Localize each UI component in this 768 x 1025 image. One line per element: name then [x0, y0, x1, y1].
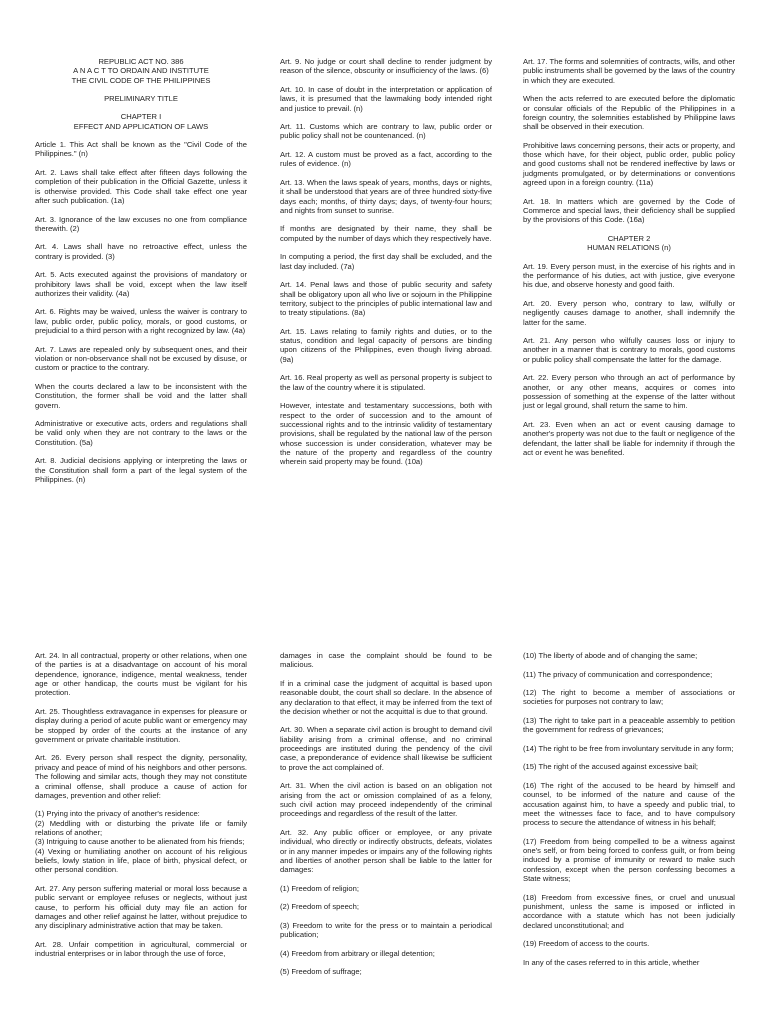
act-subtitle: A N A C T TO ORDAIN AND INSTITUTE — [73, 66, 209, 76]
list-item: (4) Freedom from arbitrary or illegal detention; — [280, 948, 435, 958]
article-paragraph: Article 1. This Act shall be known as the "Civil Code of the Philippines." (n) — [35, 140, 247, 159]
list-item: (18) Freedom from excessive fines, or cruel and unusual punishment, unless the same is imposed or inflicted in accordance with a statute which has not been judicially declared unconstitutional; and — [523, 892, 735, 930]
list-item: (16) The right of the accused to be heard by himself and counsel, to be informed of the nature and cause of the accusation against him, to have a speedy and public trial, to meet the witnesses face to face, and to have compulsory process to secure the attendance of witness in his behalf; — [523, 780, 735, 828]
list-item: (15) The right of the accused against excessive bail; — [523, 762, 699, 772]
document-page-1 — [0, 0, 768, 512]
list-item: (14) The right to be free from involuntary servitude in any form; — [523, 743, 734, 753]
article-paragraph: In computing a period, the first day shall be excluded, and the last day included. (7a) — [280, 252, 492, 271]
act-header — [35, 57, 247, 85]
list-item: (13) The right to take part in a peaceable assembly to petition the government for redress of grievances; — [523, 715, 735, 735]
list-item: (3) Freedom to write for the press or to maintain a periodical publication; — [280, 920, 492, 940]
article-paragraph: Art. 5. Acts executed against the provisions of mandatory or prohibitory laws shall be void, except when the law itself authorizes their validity. (4a) — [35, 270, 247, 298]
list-item: (19) Freedom of access to the courts. — [523, 939, 650, 949]
article-paragraph: Art. 15. Laws relating to family rights and duties, or to the status, condition and legal capacity of persons are binding upon citizens of the Philippines, even though living abroad. (9a) — [280, 326, 492, 364]
list-item: (4) Vexing or humiliating another on account of his religious beliefs, lowly station in life, place of birth, physical defect, or other personal condition. — [35, 846, 247, 875]
article-paragraph: Art. 23. Even when an act or event causing damage to another's property was not due to the fault or negligence of the defendant, the latter shall be liable for indemnity if through the act or event he was benefited. — [523, 419, 735, 457]
list-item: (2) Freedom of speech; — [280, 902, 359, 912]
article-paragraph: Art. 2. Laws shall take effect after fifteen days following the completion of their publication in the Official Gazette, unless it is otherwise provided. This Code shall take effect one year after such publication. (1a) — [35, 167, 247, 205]
list-item: (10) The liberty of abode and of changing the same; — [523, 651, 698, 660]
article-paragraph: If months are designated by their name, they shall be computed by the number of days which they respectively have. — [280, 224, 492, 243]
article-paragraph: Art. 3. Ignorance of the law excuses no one from compliance therewith. (2) — [35, 214, 247, 233]
article-paragraph: Art. 9. No judge or court shall decline to render judgment by reason of the silence, obscurity or insufficiency of the laws. (6) — [280, 57, 492, 76]
chapter-number: CHAPTER I — [120, 112, 162, 122]
article-list — [35, 809, 247, 874]
article-paragraph: Art. 7. Laws are repealed only by subsequent ones, and their violation or non-observance shall not be excused by disuse, or custom or practice to the contrary. — [35, 344, 247, 373]
article-paragraph: Art. 31. When the civil action is based on an obligation not arising from the act or omission complained of as a felony, such civil action may proceed independently of the criminal proceedings and regardless of the result of the latter. — [280, 781, 492, 819]
article-paragraph: Art. 6. Rights may be waived, unless the waiver is contrary to law, public order, public policy, morals, or good customs, or prejudicial to a third person with a right recognized by law. (4a) — [35, 307, 247, 336]
article-paragraph: Art. 17. The forms and solemnities of contracts, wills, and other public instruments shall be governed by the laws of the country in which they are executed. — [523, 57, 735, 85]
article-paragraph: When the courts declared a law to be inconsistent with the Constitution, the former shall be void and the latter shall govern. — [35, 381, 247, 410]
article-paragraph: Administrative or executive acts, orders and regulations shall be valid only when they are not contrary to the laws or the Constitution. (5a) — [35, 419, 247, 447]
act-name: THE CIVIL CODE OF THE PHILIPPINES — [71, 75, 211, 85]
article-paragraph: Art. 18. In matters which are governed by the Code of Commerce and special laws, their deficiency shall be supplied by the provisions of this Code. (16a) — [523, 196, 735, 225]
article-paragraph: Art. 19. Every person must, in the exercise of his rights and in the performance of his duties, act with justice, give everyone his due, and observe honesty and good faith. — [523, 261, 735, 290]
article-paragraph: Art. 4. Laws shall have no retroactive effect, unless the contrary is provided. (3) — [35, 242, 247, 261]
article-paragraph: Art. 30. When a separate civil action is brought to demand civil liability arising from a criminal offense, and no criminal proceedings are instituted during the pendency of the civil case, a preponderance of evidence shall likewise be sufficient to prove the act complained of. — [280, 725, 492, 772]
article-paragraph: Art. 20. Every person who, contrary to law, wilfully or negligently causes damage to another, shall indemnify the latter for the same. — [523, 298, 735, 327]
article-paragraph: Art. 21. Any person who wilfully causes loss or injury to another in a manner that is contrary to morals, good customs or public policy shall compensate the latter for the damage. — [523, 336, 735, 364]
preliminary-title: PRELIMINARY TITLE — [104, 94, 178, 104]
page2-column-3 — [523, 651, 735, 976]
list-item: (5) Freedom of suffrage; — [280, 967, 362, 977]
article-paragraph: Art. 32. Any public officer or employee, or any private individual, who directly or indirectly obstructs, defeats, violates or in any manner impedes or impairs any of the following rights and liberties of another person shall be liable to the latter for damages: — [280, 827, 492, 875]
list-item: (3) Intriguing to cause another to be alienated from his friends; — [35, 837, 245, 847]
chapter-heading — [523, 234, 735, 253]
chapter-title: HUMAN RELATIONS (n) — [587, 243, 671, 253]
article-paragraph: When the acts referred to are executed before the diplomatic or consular officials of the Republic of the Philippines in a foreign country, the solemnities established by Philippine laws shall be observed in their execution. — [523, 94, 735, 132]
list-item: (12) The right to become a member of associations or societies for purposes not contrary to law; — [523, 688, 735, 707]
article-paragraph: Art. 16. Real property as well as personal property is subject to the law of the country where it is stipulated. — [280, 373, 492, 392]
article-paragraph: Art. 26. Every person shall respect the dignity, personality, privacy and peace of mind of his neighbors and other persons. The following and similar acts, though they may not constitute a criminal offense, shall produce a cause of action for damages, prevention and other relief: — [35, 753, 247, 800]
list-item: (11) The privacy of communication and correspondence; — [523, 669, 713, 679]
article-paragraph: Art. 28. Unfair competition in agricultural, commercial or industrial enterprises or in labor through the use of force, — [35, 939, 247, 959]
page1-column-2 — [280, 57, 492, 476]
page2-column-2 — [280, 651, 492, 986]
list-item: (17) Freedom from being compelled to be a witness against one's self, or from being forced to confess guilt, or from being induced by a promise of immunity or reward to make such confession, except when the person confessing becomes a State witness; — [523, 836, 735, 884]
page1-column-1 — [35, 57, 247, 494]
article-paragraph: Art. 8. Judicial decisions applying or interpreting the laws or the Constitution shall form a part of the legal system of the Philippines. (n) — [35, 456, 247, 485]
article-paragraph: Art. 10. In case of doubt in the interpretation or application of laws, it is presumed that the lawmaking body intended right and justice to prevail. (n) — [280, 84, 492, 113]
article-paragraph: Art. 13. When the laws speak of years, months, days or nights, it shall be understood that years are of three hundred sixty-five days each; months, of thirty days; days, of twenty-four hours; and nights from sunset to sunrise. — [280, 177, 492, 215]
article-paragraph: If in a criminal case the judgment of acquittal is based upon reasonable doubt, the court shall so declare. In the absence of any declaration to that effect, it may be inferred from the text of the decision whether or not the acquittal is due to that ground. — [280, 678, 492, 716]
page2-column-1 — [35, 651, 247, 968]
chapter-heading — [35, 112, 247, 131]
article-paragraph: Prohibitive laws concerning persons, their acts or property, and those which have, for their object, public order, public policy and good customs shall not be rendered ineffective by laws or judgments promulgated, or by determinations or conventions agreed upon in a foreign country. (11a) — [523, 140, 735, 188]
chapter-title: EFFECT AND APPLICATION OF LAWS — [73, 121, 209, 131]
chapter-number: CHAPTER 2 — [607, 233, 651, 243]
article-paragraph: Art. 27. Any person suffering material or moral loss because a public servant or employee refuses or neglects, without just cause, to perform his official duty may file an action for damages and other relief against he latter, without prejudice to any disciplinary administrative action that may be taken. — [35, 883, 247, 931]
article-paragraph: Art. 22. Every person who through an act of performance by another, or any other means, acquires or comes into possession of something at the expense of the latter without just or legal ground, shall return the same to him. — [523, 373, 735, 411]
list-item: (2) Meddling with or disturbing the private life or family relations of another; — [35, 818, 247, 838]
article-paragraph: Art. 11. Customs which are contrary to law, public order or public policy shall not be countenanced. (n) — [280, 122, 492, 141]
document-page-2 — [0, 512, 768, 1025]
list-item: (1) Freedom of religion; — [280, 883, 359, 893]
article-paragraph: Art. 25. Thoughtless extravagance in expenses for pleasure or display during a period of acute public want or emergency may be stopped by order of the courts at the instance of any government or private charitable institution. — [35, 706, 247, 744]
article-paragraph: However, intestate and testamentary successions, both with respect to the order of succession and to the amount of successional rights and to the intrinsic validity of testamentary provisions, shall be regulated by the national law of the person whose succession is under consideration, whatever may be the nature of the property and regardless of the country wherein said property may be found. (10a) — [280, 401, 492, 467]
page1-column-3 — [523, 57, 735, 466]
list-item: (1) Prying into the privacy of another's residence: — [35, 809, 200, 819]
article-paragraph: damages in case the complaint should be found to be malicious. — [280, 651, 492, 670]
article-paragraph: Art. 24. In all contractual, property or other relations, when one of the parties is at a disadvantage on account of his moral dependence, ignorance, indigence, mental weakness, tender age or other handicap, the courts must be vigilant for his protection. — [35, 651, 247, 698]
article-paragraph: Art. 12. A custom must be proved as a fact, according to the rules of evidence. (n) — [280, 149, 492, 169]
article-paragraph: In any of the cases referred to in this article, whether — [523, 957, 700, 967]
article-paragraph: Art. 14. Penal laws and those of public security and safety shall be obligatory upon all who live or sojourn in the Philippine territory, subject to the principles of public international law and to treaty stipulations. (8a) — [280, 280, 492, 318]
act-number: REPUBLIC ACT NO. 386 — [98, 57, 184, 66]
